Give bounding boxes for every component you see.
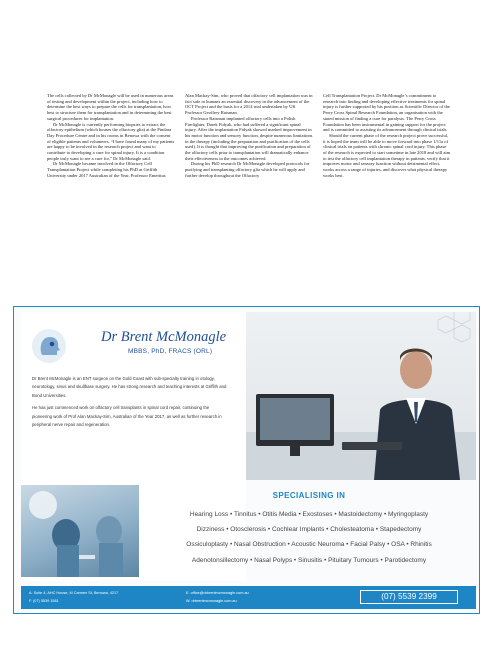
article-paragraph: Cell Transplantation Project. Dr McMonagle’s commitment to research into finding and developing effective treatments for spinal injury is further supported by his position as Scientific Director of the Perry Cross Spinal Research Foundation, an organisation with the stated mission of finding a cure for paralysis. The Perry Cross Foundation has been instrumental in gaining support for the project and is committed to assisting its advancement through clinical trials. (323, 93, 450, 133)
address-text: A. Suite 4, AHC House, M Carmen St, Benowa, 4217 (29, 591, 119, 595)
article-paragraph: Should the current phase of the research project prove successful, it is hoped the team will be able to move forward into phase 1/11a of clinical trials on patients with chronic spinal cord injury. This phase of the research is expected to start sometime in late 2018 and will aim to test the olfactory cell implantation therapy in patients, verify that it improves motor and sensory function without detrimental effect, works across a range of injuries, and discover what physical therapy works best. (323, 132, 451, 178)
specialties-section (144, 491, 474, 568)
surgeons-illustration (21, 485, 139, 577)
doctor-photo (246, 312, 476, 480)
doctor-name: Dr Brent McMonagle (101, 329, 227, 345)
fax-text: F. (07) 5539 1581 (29, 599, 59, 603)
doctor-qualifications: MBBS, PhD, FRACS (ORL) (128, 348, 213, 355)
contact-footer (21, 586, 476, 609)
article-paragraph: Dr McMonagle became involved in the Olfactory Cell Transplantation Project while completing his PhD at Griffith University under 2017 Australian of the Year, Professor Emeritus (47, 161, 166, 178)
intro-paragraph: He has just commenced work on olfactory cell transplants in spinal cord repair, continuing the pioneering work of Prof Alan Mackay-Sim, Australian of the Year 2017, as well as further research in peripheral nerve repair and regeneration. (32, 405, 222, 428)
email-link[interactable]: E. office@drbrentmcmonagle.com.au (186, 591, 249, 595)
doctor-at-desk-illustration (246, 312, 476, 480)
specialties-line: Ossiculoplasty • Nasal Obstruction • Acoustic Neuroma • Facial Palsy • OSA • Rhinitis (186, 541, 432, 549)
specialties-line: Hearing Loss • Tinnitus • Otitis Media • Exostoses • Mastoidectomy • Myringoplasty (189, 511, 429, 518)
surgery-photo (21, 485, 139, 577)
intro-paragraph: Dr Brent McMonagle is an ENT surgeon on the Gold Coast with sub-specialty training in otology, neurotology, sinus and skullbase surgery. He has strong research and teaching interests at Griffith and Bond Universities. (32, 376, 227, 398)
article-paragraph: The cells collected by Dr McMonagle will be used in numerous areas of testing and development within the project, including how to determine the best ways to prepare the cells for transplantation, how best to structure them for transplantation and in determining the best surgical procedures for implantation. (47, 93, 174, 121)
article-column-3 (323, 93, 451, 293)
website-link[interactable]: W. drbrentmcmonagle.com.au (186, 599, 237, 603)
article-paragraph: Dr McMonagle is currently performing biopsies to extract the olfactory epithelium (which houses the olfactory glia) at the Pindara Day Procedure Centre and in his rooms in Benowa with the consent of eligible patients and volunteers. “I have found many of my patients are happy to be involved in the research project and want to contribute to developing a cure for spinal injury. It is a condition people truly want to see a cure for,” Dr McMonagle said. (47, 121, 175, 161)
phone-number[interactable]: (07) 5539 2399 (360, 590, 458, 604)
article-paragraph: Professor Raisman implanted olfactory cells into a Polish Firefighter, Darek Fidyak, who had suffered a significant spinal injury. After the implantation Fidyak showed marked improvement in his motor function and sensory function, despite numerous limitations in the therapy (including the preparation and purification of the cells used). It is thought that improving the purification and preparation of the olfactory cells prior to transplantation will dramatically enhance their effectiveness in the outcomes achieved. (185, 115, 313, 161)
specialties-line: Adenotonsillectomy • Nasal Polyps • Sinusitis • Pituitary Tumours • Parotidectomy (191, 556, 427, 564)
article-column-2 (185, 93, 313, 293)
head-logo-icon (31, 328, 67, 364)
specialising-heading: SPECIALISING IN (272, 491, 346, 500)
article-column-1 (47, 93, 175, 293)
article-paragraph: Alan Mackay-Sim, who proved that olfactory cell implantation was in fact safe in humans an essential discovery in the advancement of the OCT Project and the basis for a 2014 trial undertaken by UK Professor Geoffrey Raisman. (185, 93, 313, 116)
advertisement (13, 306, 480, 614)
doctor-intro (32, 375, 228, 433)
article-body (47, 93, 451, 293)
article-paragraph: During his PhD research Dr McMonagle developed protocols for purifying and transplanting olfactory glia which he will apply and further develop throughout the Olfactory (185, 161, 310, 178)
specialties-line: Dizziness • Otosclerosis • Cochlear Implants • Cholesteatoma • Stapedectomy (196, 526, 422, 534)
